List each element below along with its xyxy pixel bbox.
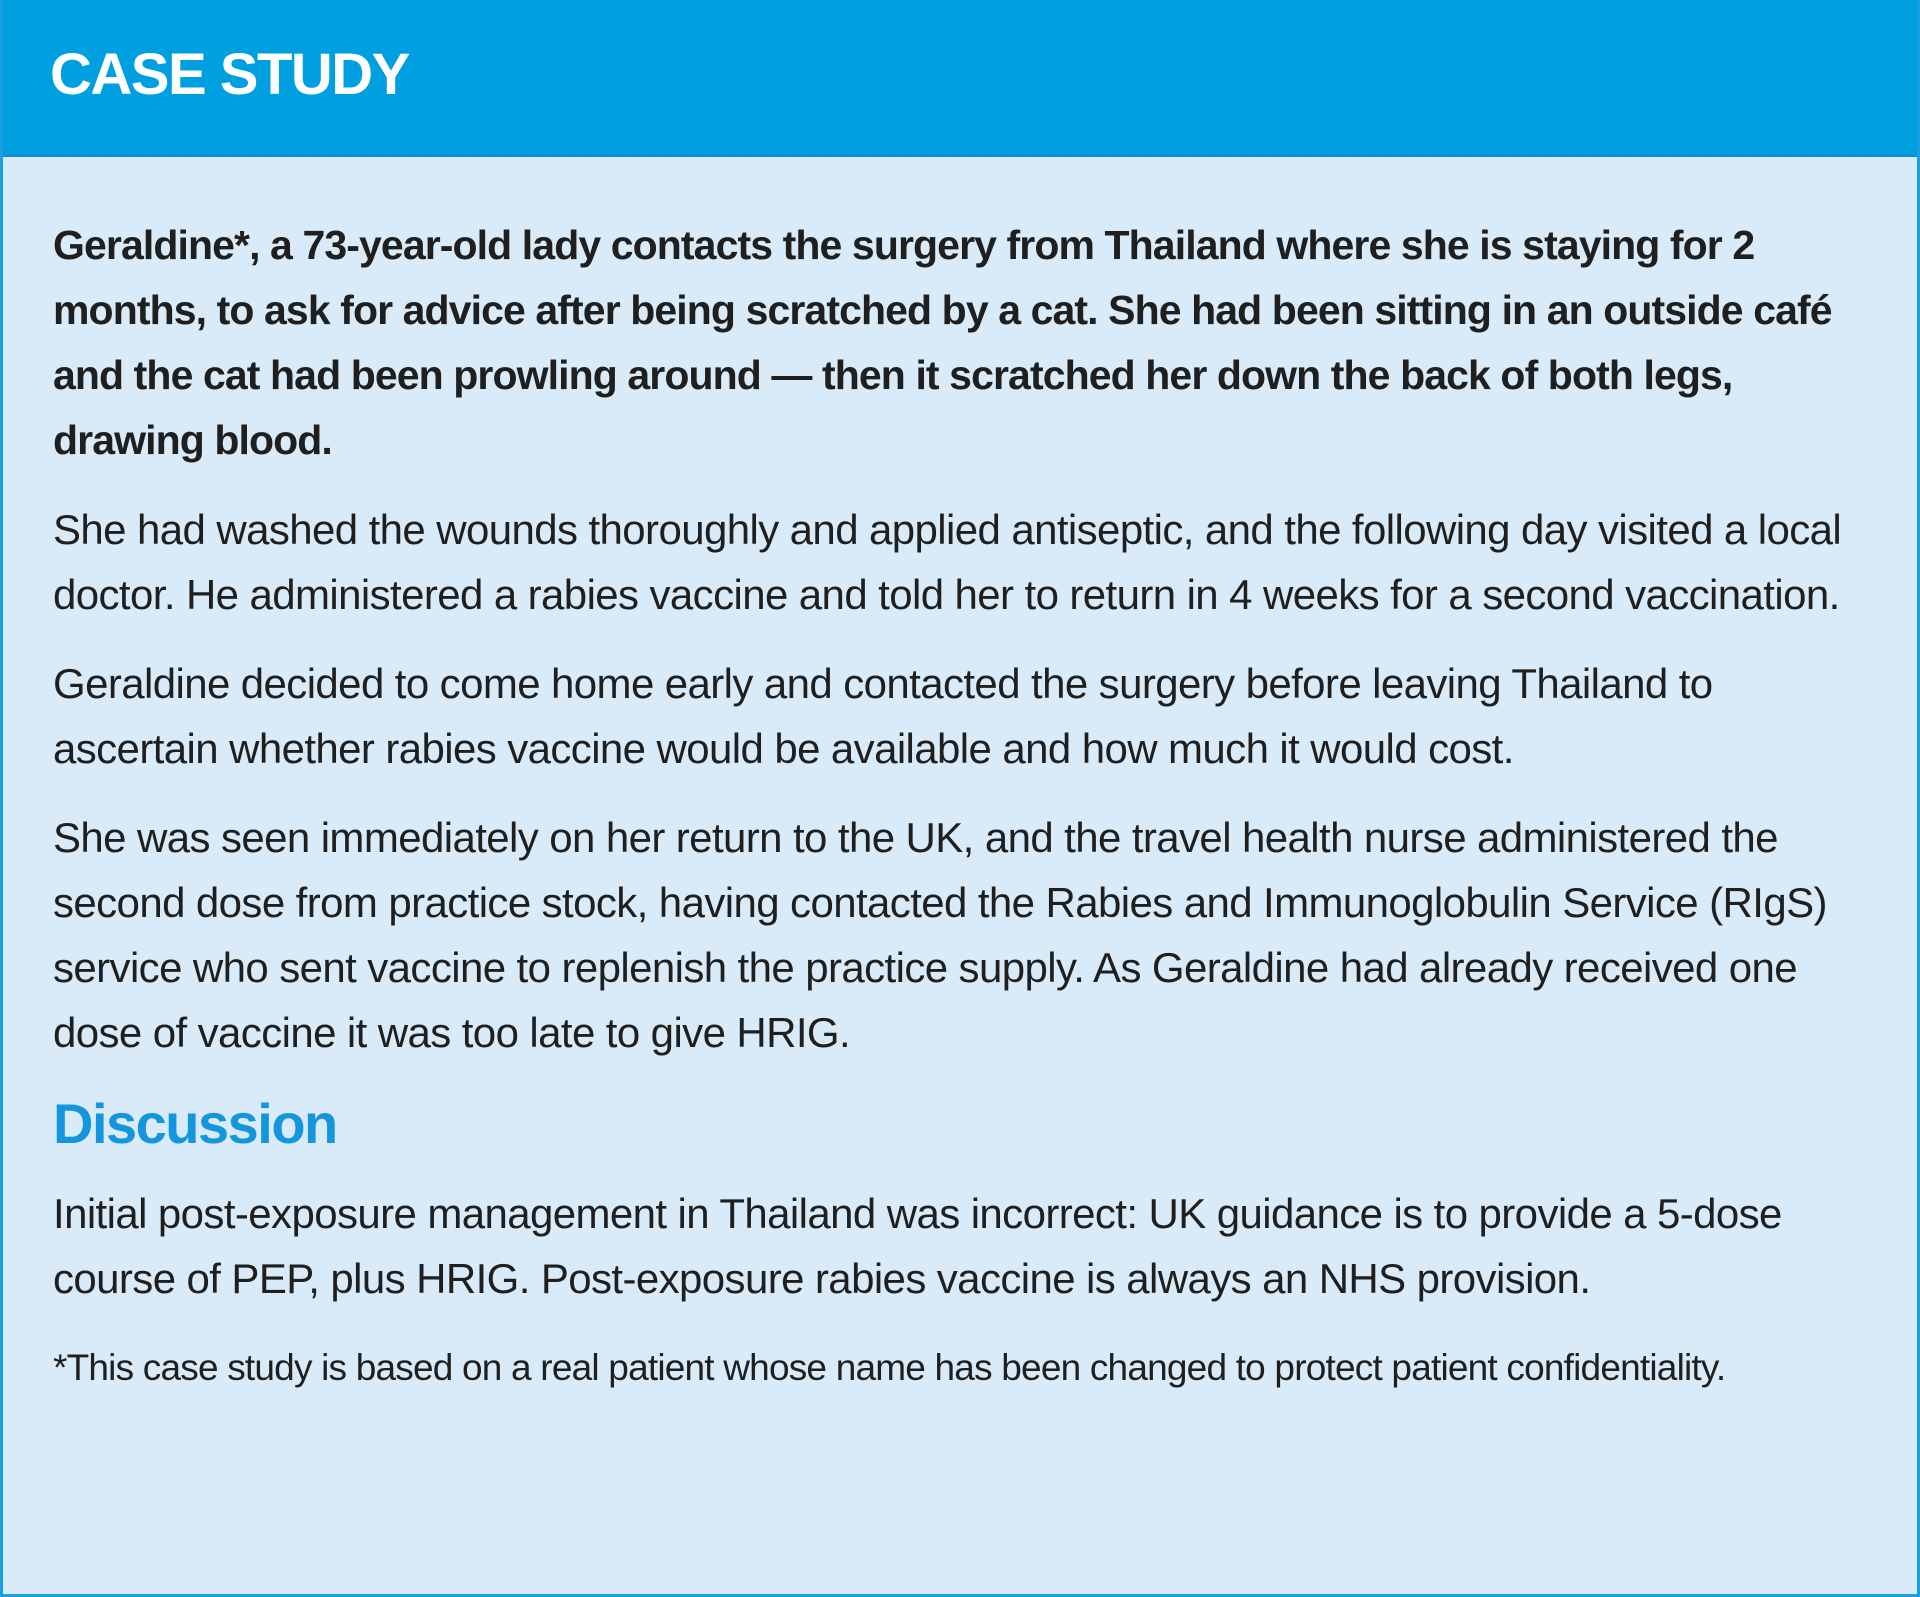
discussion-heading: Discussion — [53, 1092, 337, 1155]
lead-paragraph: Geraldine*, a 73-year-old lady contacts the surgery from Thailand where she is staying for 2 months, to ask for advice after being scratched by a cat. She had been sitting in an outside café and the cat had been prowling around — then it scratched her down the back of both legs, drawing blood. — [53, 222, 1832, 463]
body-paragraph: She was seen immediately on her return to the UK, and the travel health nurse administered the second dose from practice stock, having contacted the Rabies and Immunoglobulin Service (RIgS) service who sent vaccine to replenish the practice supply. As Geraldine had already received one dose of vaccine it was too late to give HRIG. — [53, 814, 1827, 1056]
body-paragraph: She had washed the wounds thoroughly and applied antiseptic, and the following day visited a local doctor. He administered a rabies vaccine and told her to return in 4 weeks for a second vaccination. — [53, 506, 1842, 618]
case-study-header — [3, 0, 1917, 157]
case-study-body — [3, 157, 1917, 1400]
body-paragraph: Geraldine decided to come home early and contacted the surgery before leaving Thailand to ascertain whether rabies vaccine would be available and how much it would cost. — [53, 660, 1713, 772]
discussion-paragraph: Initial post-exposure management in Thailand was incorrect: UK guidance is to provide a 5-dose course of PEP, plus HRIG. Post-exposure rabies vaccine is always an NHS provision. — [53, 1190, 1782, 1302]
case-study-title: CASE STUDY — [50, 41, 409, 107]
footnote: *This case study is based on a real patient whose name has been changed to protect patient confidentiality. — [53, 1347, 1726, 1388]
